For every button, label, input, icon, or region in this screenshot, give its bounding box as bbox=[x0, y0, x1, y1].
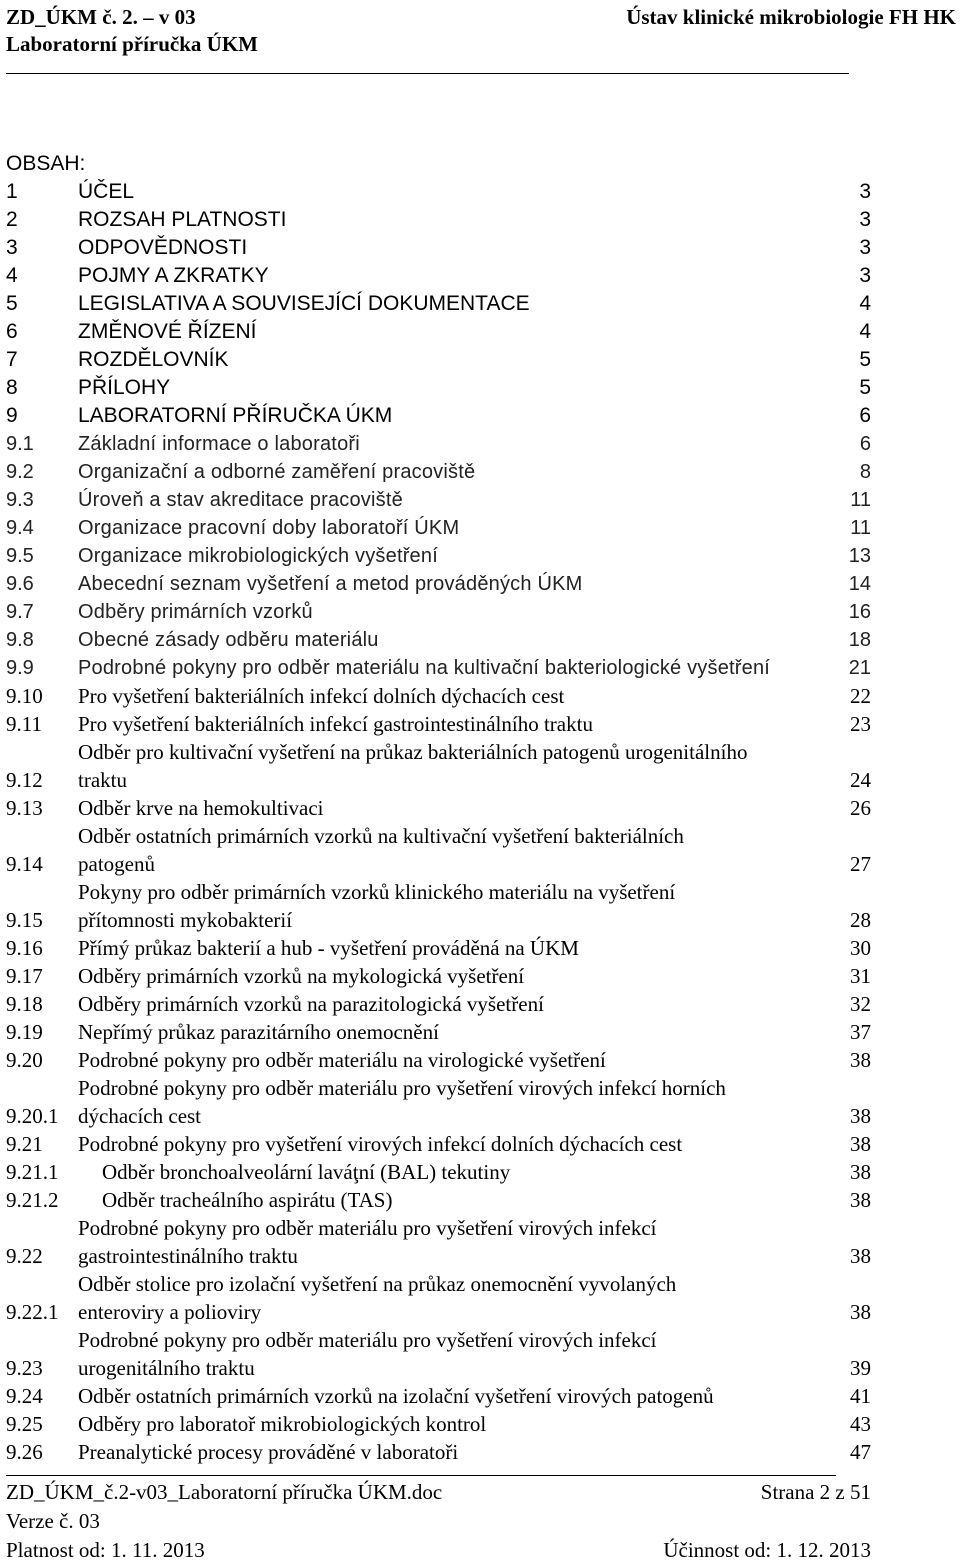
toc-entry[interactable] bbox=[6, 1074, 871, 1130]
toc-entry-text bbox=[78, 206, 841, 234]
toc-entry-number: 9.21.2 bbox=[6, 1188, 59, 1212]
toc-entry-page: 3 bbox=[859, 264, 871, 287]
toc-entry-page: 28 bbox=[850, 908, 871, 932]
toc-entry-text bbox=[78, 990, 841, 1018]
toc-entry-number: 9.11 bbox=[6, 712, 42, 736]
toc-entry-text-line: Odběr tracheálního aspirátu (TAS) bbox=[102, 1188, 393, 1212]
toc-entry[interactable] bbox=[6, 486, 871, 514]
toc-entry-page: 38 bbox=[850, 1188, 871, 1212]
toc-entry[interactable] bbox=[6, 1270, 871, 1326]
toc-entry-page: 3 bbox=[859, 236, 871, 259]
toc-entry-text-line: ÚČEL bbox=[78, 180, 135, 203]
toc-entry[interactable] bbox=[6, 290, 871, 318]
toc-entry-text bbox=[78, 374, 841, 402]
toc-entry-text bbox=[78, 1410, 841, 1438]
toc-entry-number: 6 bbox=[6, 320, 18, 343]
toc-entry[interactable] bbox=[6, 654, 871, 682]
page-footer bbox=[6, 1475, 871, 1565]
toc-entry-text-line: Odběr bronchoalveolární laváţní (BAL) tekutiny bbox=[102, 1160, 511, 1184]
toc-entry-text-line: Pokyny pro odběr primárních vzorků klinického materiálu na vyšetření bbox=[78, 880, 676, 904]
toc-title: OBSAH: bbox=[6, 152, 86, 175]
toc-entry-page: 27 bbox=[850, 852, 871, 876]
toc-entry-text-line: Přímý průkaz bakterií a hub - vyšetření prováděná na ÚKM bbox=[78, 936, 579, 960]
toc-entry-page: 13 bbox=[848, 545, 871, 567]
toc-entry-text-line: Obecné zásady odběru materiálu bbox=[78, 629, 379, 651]
toc-entry-text bbox=[78, 542, 841, 570]
toc-entry-text bbox=[78, 1438, 841, 1466]
toc-entry-page: 6 bbox=[859, 433, 871, 455]
toc-entry-text bbox=[78, 934, 841, 962]
footer-version: Verze č. 03 bbox=[6, 1509, 100, 1533]
toc-entry-number: 3 bbox=[6, 236, 18, 259]
toc-entry-text bbox=[78, 710, 841, 738]
toc-entry-number: 9.18 bbox=[6, 992, 43, 1016]
toc-entry-page: 14 bbox=[848, 573, 871, 595]
toc-entry[interactable] bbox=[6, 626, 871, 654]
toc-entry-text bbox=[78, 682, 841, 710]
toc-entry-page: 41 bbox=[850, 1384, 871, 1408]
toc-entry-text bbox=[78, 1326, 841, 1382]
toc-entry[interactable] bbox=[6, 206, 871, 234]
toc-entry-text-line: ROZSAH PLATNOSTI bbox=[78, 208, 287, 231]
toc-entry-text-line: Úroveň a stav akreditace pracoviště bbox=[78, 489, 403, 511]
toc-entry-number: 9.15 bbox=[6, 908, 43, 932]
toc-entry-text bbox=[78, 598, 841, 626]
toc-entry[interactable] bbox=[6, 458, 871, 486]
toc-entry[interactable] bbox=[6, 878, 871, 934]
toc-entry-page: 30 bbox=[850, 936, 871, 960]
toc-entry-text bbox=[78, 1046, 841, 1074]
table-of-contents bbox=[6, 150, 871, 1466]
toc-entry[interactable] bbox=[6, 402, 871, 430]
toc-entry-text bbox=[78, 1214, 841, 1270]
footer-filename: ZD_ÚKM_č.2-v03_Laboratorní příručka ÚKM.doc bbox=[6, 1480, 443, 1504]
toc-entry-text bbox=[78, 234, 841, 262]
footer-page-info: Strana 2 z 51 bbox=[760, 1480, 871, 1504]
toc-entry-number: 9.3 bbox=[6, 489, 34, 511]
toc-entry[interactable] bbox=[6, 1130, 871, 1158]
institute-name: Ústav klinické mikrobiologie FH HK bbox=[626, 5, 956, 29]
toc-entry-page: 38 bbox=[850, 1244, 871, 1268]
page-header bbox=[6, 4, 956, 58]
toc-entry[interactable] bbox=[6, 542, 871, 570]
toc-entry-number: 9.26 bbox=[6, 1440, 43, 1464]
toc-entry-text-line: Podrobné pokyny pro odběr materiálu pro vyšetření virových infekcí horních bbox=[78, 1076, 726, 1100]
toc-entry-page: 38 bbox=[850, 1048, 871, 1072]
toc-entry-text-line: Podrobné pokyny pro odběr materiálu na kultivační bakteriologické vyšetření bbox=[78, 657, 771, 679]
toc-entry-text-continuation: dýchacích cest bbox=[78, 1104, 202, 1128]
toc-entry-number: 9 bbox=[6, 404, 18, 427]
toc-entry-text-continuation: gastrointestinálního traktu bbox=[78, 1244, 298, 1268]
toc-entry-text bbox=[78, 654, 841, 682]
header-divider bbox=[6, 73, 849, 74]
toc-entry-text-line: Odběr pro kultivační vyšetření na průkaz bakteriálních patogenů urogenitálního bbox=[78, 740, 748, 764]
toc-entry-number: 1 bbox=[6, 180, 18, 203]
toc-entry-text-line: Organizace pracovní doby laboratoří ÚKM bbox=[78, 517, 460, 539]
toc-entry-text bbox=[78, 878, 841, 934]
footer-effective-from: Účinnost od: 1. 12. 2013 bbox=[663, 1538, 871, 1562]
toc-entry-text bbox=[78, 1130, 841, 1158]
toc-entry-text-line: LABORATORNÍ PŘÍRUČKA ÚKM bbox=[78, 404, 393, 427]
toc-entry-number: 9.5 bbox=[6, 545, 34, 567]
toc-entry-text-line: ODPOVĚDNOSTI bbox=[78, 236, 248, 259]
toc-entry-page: 18 bbox=[848, 629, 871, 651]
toc-entry-text bbox=[78, 626, 841, 654]
toc-entry-text-line: Organizační a odborné zaměření pracoviště bbox=[78, 461, 476, 483]
toc-entry-number: 9.9 bbox=[6, 657, 34, 679]
footer-row-1 bbox=[6, 1478, 871, 1507]
toc-entry-page: 47 bbox=[850, 1440, 871, 1464]
footer-divider bbox=[6, 1475, 836, 1476]
toc-entry-text-continuation: patogenů bbox=[78, 852, 155, 876]
toc-entry-text bbox=[78, 962, 841, 990]
toc-entry[interactable] bbox=[6, 1046, 871, 1074]
toc-entry-text bbox=[78, 738, 841, 794]
toc-entry-page: 22 bbox=[850, 684, 871, 708]
toc-entry-text bbox=[78, 1270, 841, 1326]
toc-entry-number: 9.19 bbox=[6, 1020, 43, 1044]
toc-entry-number: 9.12 bbox=[6, 768, 43, 792]
toc-entry-number: 9.8 bbox=[6, 629, 34, 651]
toc-entry-number: 2 bbox=[6, 208, 18, 231]
toc-entry-text-continuation: přítomnosti mykobakterií bbox=[78, 908, 293, 932]
toc-entry[interactable] bbox=[6, 430, 871, 458]
toc-entry-text-line: Nepřímý průkaz parazitárního onemocnění bbox=[78, 1020, 439, 1044]
toc-entry[interactable] bbox=[6, 346, 871, 374]
footer-row-2 bbox=[6, 1507, 871, 1536]
toc-entry-text bbox=[78, 794, 841, 822]
toc-entry-number: 9.22 bbox=[6, 1244, 43, 1268]
toc-entry-page: 3 bbox=[859, 208, 871, 231]
toc-entry-number: 9.13 bbox=[6, 796, 43, 820]
toc-entry-page: 4 bbox=[859, 292, 871, 315]
toc-entry[interactable] bbox=[6, 1326, 871, 1382]
toc-entry[interactable] bbox=[6, 598, 871, 626]
toc-entry[interactable] bbox=[6, 1382, 871, 1410]
toc-entry-number: 7 bbox=[6, 348, 18, 371]
toc-entry-text bbox=[78, 1074, 841, 1130]
toc-entry-text-line: LEGISLATIVA A SOUVISEJÍCÍ DOKUMENTACE bbox=[78, 292, 530, 315]
toc-entry-page: 43 bbox=[850, 1412, 871, 1436]
header-row bbox=[6, 4, 956, 31]
toc-entry-page: 5 bbox=[859, 348, 871, 371]
toc-entry-number: 9.21.1 bbox=[6, 1160, 59, 1184]
toc-entry-text-line: Základní informace o laboratoři bbox=[78, 433, 360, 455]
toc-entry-page: 38 bbox=[850, 1300, 871, 1324]
toc-entry-page: 38 bbox=[850, 1104, 871, 1128]
toc-entry-page: 11 bbox=[850, 489, 871, 511]
toc-entry-page: 26 bbox=[850, 796, 871, 820]
toc-entry[interactable] bbox=[6, 934, 871, 962]
toc-entry-page: 31 bbox=[850, 964, 871, 988]
toc-entry-page: 38 bbox=[850, 1160, 871, 1184]
toc-entry-page: 6 bbox=[859, 404, 871, 427]
toc-entry-text bbox=[78, 514, 841, 542]
toc-entry-text bbox=[78, 402, 841, 430]
doc-code: ZD_ÚKM č. 2. – v 03 bbox=[6, 5, 196, 29]
toc-entry[interactable] bbox=[6, 962, 871, 990]
toc-entry-text-continuation: urogenitálního traktu bbox=[78, 1356, 255, 1380]
toc-entry-text bbox=[78, 1382, 841, 1410]
toc-entry-text bbox=[78, 458, 841, 486]
toc-entry-number: 9.17 bbox=[6, 964, 43, 988]
toc-entry-page: 4 bbox=[859, 320, 871, 343]
footer-valid-from: Platnost od: 1. 11. 2013 bbox=[6, 1538, 205, 1562]
manual-title: Laboratorní příručka ÚKM bbox=[6, 32, 258, 56]
toc-entry-number: 9.23 bbox=[6, 1356, 43, 1380]
toc-entry-text-line: Pro vyšetření bakteriálních infekcí dolních dýchacích cest bbox=[78, 684, 565, 708]
toc-entry-text bbox=[78, 430, 841, 458]
toc-entry-page: 24 bbox=[850, 768, 871, 792]
toc-entry-text-line: Odběry primárních vzorků na parazitologická vyšetření bbox=[78, 992, 544, 1016]
toc-entry-number: 9.22.1 bbox=[6, 1300, 59, 1324]
toc-entry-text-line: Pro vyšetření bakteriálních infekcí gastrointestinálního traktu bbox=[78, 712, 593, 736]
toc-entry-page: 32 bbox=[850, 992, 871, 1016]
toc-entry-text bbox=[78, 290, 841, 318]
toc-entry[interactable] bbox=[6, 374, 871, 402]
toc-entry-text-continuation: enteroviry a polioviry bbox=[78, 1300, 262, 1324]
toc-entry[interactable] bbox=[6, 1186, 871, 1214]
toc-entry-text-line: Podrobné pokyny pro odběr materiálu pro vyšetření virových infekcí bbox=[78, 1328, 657, 1352]
toc-entry-text-line: Podrobné pokyny pro vyšetření virových infekcí dolních dýchacích cest bbox=[78, 1132, 683, 1156]
toc-entry[interactable] bbox=[6, 178, 871, 206]
toc-entry[interactable] bbox=[6, 234, 871, 262]
toc-entry-text-line: Podrobné pokyny pro odběr materiálu pro vyšetření virových infekcí bbox=[78, 1216, 657, 1240]
toc-entry-text-line: ZMĚNOVÉ ŘÍZENÍ bbox=[78, 320, 257, 343]
toc-entry-text bbox=[78, 178, 841, 206]
toc-entry-page: 11 bbox=[850, 517, 871, 539]
toc-entry-number: 9.20.1 bbox=[6, 1104, 59, 1128]
toc-entry-page: 23 bbox=[850, 712, 871, 736]
toc-entry-number: 9.4 bbox=[6, 517, 34, 539]
toc-entry[interactable] bbox=[6, 682, 871, 710]
footer-row-3 bbox=[6, 1536, 871, 1565]
toc-entry-text bbox=[78, 262, 841, 290]
toc-entry-page: 16 bbox=[848, 601, 871, 623]
toc-entry[interactable] bbox=[6, 514, 871, 542]
toc-entry[interactable] bbox=[6, 738, 871, 794]
toc-entry-text-line: PŘÍLOHY bbox=[78, 376, 171, 399]
toc-entry-number: 8 bbox=[6, 376, 18, 399]
toc-entry-text-line: ROZDĚLOVNÍK bbox=[78, 348, 229, 371]
toc-entry-text-line: Odběr ostatních primárních vzorků na izolační vyšetření virových patogenů bbox=[78, 1384, 714, 1408]
toc-entry[interactable] bbox=[6, 710, 871, 738]
toc-entries bbox=[6, 178, 871, 1466]
toc-entry-page: 39 bbox=[850, 1356, 871, 1380]
toc-entry-text-line: Odběry primárních vzorků na mykologická vyšetření bbox=[78, 964, 525, 988]
toc-entry-page: 5 bbox=[859, 376, 871, 399]
toc-entry[interactable] bbox=[6, 822, 871, 878]
toc-entry-number: 9.14 bbox=[6, 852, 43, 876]
toc-entry-text bbox=[102, 1158, 841, 1186]
toc-entry-number: 9.21 bbox=[6, 1132, 43, 1156]
toc-entry-text-line: Abecední seznam vyšetření a metod prováděných ÚKM bbox=[78, 573, 583, 595]
toc-entry-page: 21 bbox=[848, 657, 871, 679]
toc-entry-page: 37 bbox=[850, 1020, 871, 1044]
toc-entry-text bbox=[78, 1018, 841, 1046]
toc-entry-text-line: Organizace mikrobiologických vyšetření bbox=[78, 545, 438, 567]
toc-entry-number: 9.10 bbox=[6, 684, 43, 708]
toc-entry-number: 9.16 bbox=[6, 936, 43, 960]
toc-entry-text bbox=[78, 822, 841, 878]
toc-entry[interactable] bbox=[6, 318, 871, 346]
toc-entry-text bbox=[78, 570, 841, 598]
toc-entry-text bbox=[102, 1186, 841, 1214]
toc-entry-number: 9.6 bbox=[6, 573, 34, 595]
toc-entry[interactable] bbox=[6, 570, 871, 598]
toc-entry-number: 5 bbox=[6, 292, 18, 315]
toc-entry-text-line: Odběr stolice pro izolační vyšetření na průkaz onemocnění vyvolaných bbox=[78, 1272, 677, 1296]
toc-entry[interactable] bbox=[6, 262, 871, 290]
toc-entry-number: 9.7 bbox=[6, 601, 34, 623]
toc-entry-text-line: Odběr ostatních primárních vzorků na kultivační vyšetření bakteriálních bbox=[78, 824, 684, 848]
toc-entry-number: 9.20 bbox=[6, 1048, 43, 1072]
toc-entry-number: 9.2 bbox=[6, 461, 34, 483]
toc-entry-page: 38 bbox=[850, 1132, 871, 1156]
toc-entry-page: 3 bbox=[859, 180, 871, 203]
toc-entry[interactable] bbox=[6, 1018, 871, 1046]
toc-entry-text bbox=[78, 318, 841, 346]
toc-entry-text-line: Preanalytické procesy prováděné v laboratoři bbox=[78, 1440, 459, 1464]
toc-entry-number: 9.1 bbox=[6, 433, 34, 455]
toc-entry-text-line: Odběry primárních vzorků bbox=[78, 601, 313, 623]
toc-entry-text-line: Odběry pro laboratoř mikrobiologických kontrol bbox=[78, 1412, 487, 1436]
toc-entry[interactable] bbox=[6, 1158, 871, 1186]
toc-entry-page: 8 bbox=[859, 461, 871, 483]
toc-entry-number: 9.24 bbox=[6, 1384, 43, 1408]
toc-entry[interactable] bbox=[6, 1438, 871, 1466]
toc-entry[interactable] bbox=[6, 1410, 871, 1438]
toc-entry[interactable] bbox=[6, 1214, 871, 1270]
toc-entry-number: 4 bbox=[6, 264, 18, 287]
toc-entry-text bbox=[78, 346, 841, 374]
toc-entry-number: 9.25 bbox=[6, 1412, 43, 1436]
toc-entry[interactable] bbox=[6, 794, 871, 822]
toc-entry-text-continuation: traktu bbox=[78, 768, 127, 792]
toc-entry-text-line: Podrobné pokyny pro odběr materiálu na virologické vyšetření bbox=[78, 1048, 606, 1072]
toc-entry-text bbox=[78, 486, 841, 514]
toc-entry-text-line: POJMY A ZKRATKY bbox=[78, 264, 269, 287]
toc-entry-text-line: Odběr krve na hemokultivaci bbox=[78, 796, 324, 820]
toc-entry[interactable] bbox=[6, 990, 871, 1018]
